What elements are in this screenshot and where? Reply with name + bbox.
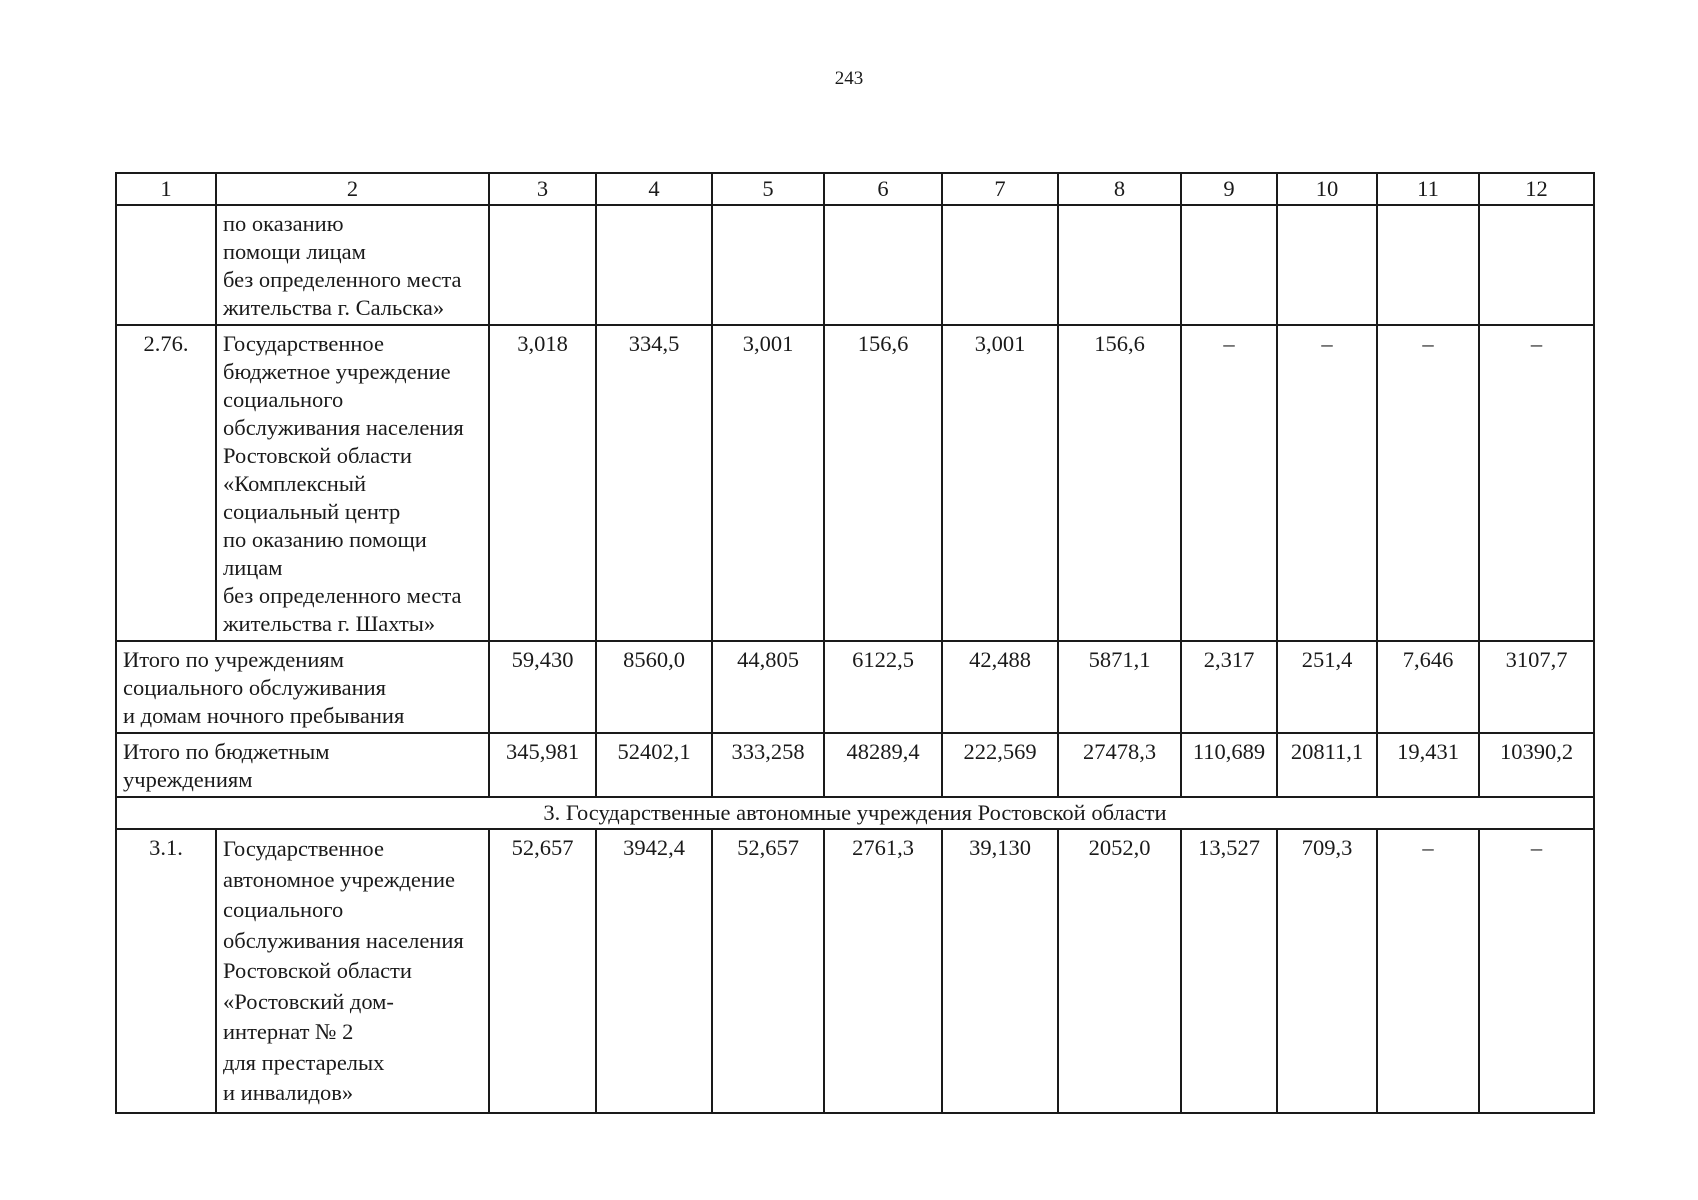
value-cell: 2052,0 [1058,829,1181,1113]
column-number: 9 [1181,173,1277,205]
institution-name: Государственное бюджетное учреждение социального обслуживания населения Ростовской области «Комплексный социальный центр по оказанию помощи лицам без определенного места жительства г. Шахты» [216,325,489,641]
total-row-budget [116,733,1594,797]
total-row-social-service [116,641,1594,733]
value-cell: 6122,5 [824,641,942,733]
table-row-2-76 [116,325,1594,641]
value-cell [712,205,824,325]
value-cell: 59,430 [489,641,596,733]
value-cell: – [1479,325,1594,641]
table-row-continued [116,205,1594,325]
value-cell: 27478,3 [1058,733,1181,797]
value-cell: 3942,4 [596,829,712,1113]
value-cell: 3,001 [712,325,824,641]
value-cell [824,205,942,325]
value-cell: – [1181,325,1277,641]
value-cell: – [1277,325,1377,641]
value-cell: 251,4 [1277,641,1377,733]
section-heading: 3. Государственные автономные учреждения Ростовской области [116,797,1594,829]
value-cell: 156,6 [1058,325,1181,641]
value-cell: 345,981 [489,733,596,797]
value-cell: – [1377,829,1479,1113]
total-label: Итого по учреждениям социального обслуживания и домам ночного пребывания [116,641,489,733]
value-cell [1058,205,1181,325]
value-cell: 110,689 [1181,733,1277,797]
value-cell: 52,657 [712,829,824,1113]
value-cell: 2,317 [1181,641,1277,733]
value-cell: 52402,1 [596,733,712,797]
value-cell [596,205,712,325]
value-cell: 48289,4 [824,733,942,797]
value-cell: 44,805 [712,641,824,733]
value-cell: 52,657 [489,829,596,1113]
value-cell: 222,569 [942,733,1058,797]
column-number-row [116,173,1594,205]
value-cell: 334,5 [596,325,712,641]
total-label: Итого по бюджетным учреждениям [116,733,489,797]
column-number: 7 [942,173,1058,205]
value-cell [489,205,596,325]
value-cell [942,205,1058,325]
institution-name: по оказанию помощи лицам без определенного места жительства г. Сальска» [216,205,489,325]
value-cell: 333,258 [712,733,824,797]
value-cell: 39,130 [942,829,1058,1113]
value-cell [1181,205,1277,325]
value-cell: 156,6 [824,325,942,641]
column-number: 12 [1479,173,1594,205]
value-cell: 8560,0 [596,641,712,733]
value-cell: 10390,2 [1479,733,1594,797]
column-number: 8 [1058,173,1181,205]
value-cell: 13,527 [1181,829,1277,1113]
column-number: 1 [116,173,216,205]
column-number: 10 [1277,173,1377,205]
value-cell: – [1377,325,1479,641]
column-number: 6 [824,173,942,205]
column-number: 3 [489,173,596,205]
section-heading-row [116,797,1594,829]
column-number: 11 [1377,173,1479,205]
value-cell: 3,018 [489,325,596,641]
column-number: 5 [712,173,824,205]
page-number: 243 [834,68,864,89]
table-row-3-1 [116,829,1594,1113]
value-cell: – [1479,829,1594,1113]
value-cell: 42,488 [942,641,1058,733]
value-cell [1479,205,1594,325]
value-cell: 5871,1 [1058,641,1181,733]
data-table [115,172,1595,1114]
column-number: 2 [216,173,489,205]
row-number [116,205,216,325]
value-cell: 709,3 [1277,829,1377,1113]
value-cell: 19,431 [1377,733,1479,797]
value-cell [1277,205,1377,325]
value-cell: 2761,3 [824,829,942,1113]
column-number: 4 [596,173,712,205]
value-cell: 3,001 [942,325,1058,641]
value-cell: 3107,7 [1479,641,1594,733]
institution-name: Государственное автономное учреждение социального обслуживания населения Ростовской области «Ростовский дом- интернат № 2 для престарелых и инвалидов» [216,829,489,1113]
row-number: 3.1. [116,829,216,1113]
value-cell: 20811,1 [1277,733,1377,797]
row-number: 2.76. [116,325,216,641]
value-cell: 7,646 [1377,641,1479,733]
value-cell [1377,205,1479,325]
